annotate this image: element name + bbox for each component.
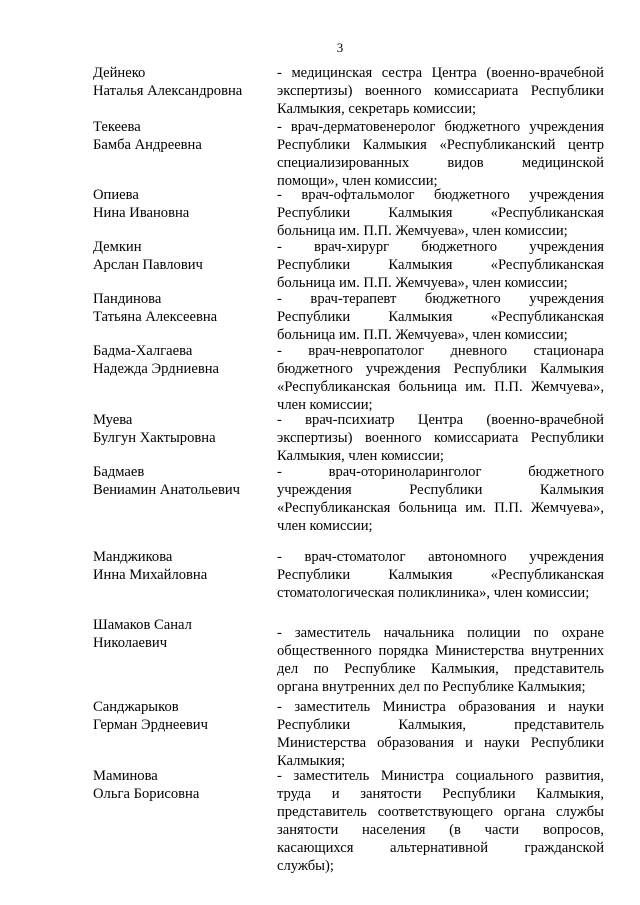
member-role-description: [277, 767, 604, 875]
role-description-line: больница им. П.П. Жемчуева», член комиссии;: [277, 327, 568, 343]
role-description-line: экспертизы) военного комиссариата Республики: [277, 83, 604, 99]
member-name: [93, 411, 273, 447]
role-description-line: бюджетного учреждения Республики Калмыкия: [277, 361, 604, 377]
role-description-line: - врач-хирург бюджетного учреждения: [277, 239, 604, 255]
member-role-description: [277, 118, 604, 190]
role-description-line: член комиссии;: [277, 518, 373, 534]
role-description-line: - медицинская сестра Центра (военно-врачебной: [277, 65, 604, 81]
member-role-description: [277, 411, 604, 465]
page-number: 3: [336, 40, 344, 55]
member-name: [93, 767, 273, 803]
role-description-line: Калмыкия, член комиссии;: [277, 448, 444, 464]
role-description-line: - заместитель Министра социального развития,: [277, 768, 604, 784]
member-name-line: Пандинова: [93, 291, 162, 307]
member-name-line: Герман Эрднеевич: [93, 717, 208, 733]
role-description-line: Республики Калмыкия «Республиканская: [277, 257, 604, 273]
role-description-line: занятости населения (в части вопросов,: [277, 822, 604, 838]
member-name-line: Дейнеко: [93, 65, 146, 81]
member-role-description: [277, 698, 604, 770]
member-name-line: Татьяна Алексеевна: [93, 309, 218, 325]
member-role-description: [277, 624, 604, 696]
member-name: [93, 342, 273, 378]
member-role-description: [277, 238, 604, 292]
role-description-line: - заместитель Министра образования и науки: [277, 699, 604, 715]
member-name-line: Ольга Борисовна: [93, 786, 200, 802]
member-name: [93, 238, 273, 274]
role-description-line: помощи», член комиссии;: [277, 173, 438, 189]
member-name-line: Булгун Хактыровна: [93, 430, 216, 446]
role-description-line: Республики Калмыкия «Республиканская: [277, 567, 604, 583]
role-description-line: стоматологическая поликлиника», член комиссии;: [277, 585, 590, 601]
member-name-line: Бадма-Халгаева: [93, 343, 193, 359]
role-description-line: службы);: [277, 858, 334, 874]
role-description-line: - врач-невропатолог дневного стационара: [277, 343, 604, 359]
member-name-line: Бамба Андреевна: [93, 137, 202, 153]
role-description-line: Республики Калмыкия «Республиканская: [277, 309, 604, 325]
role-description-line: Республики Калмыкия «Республиканская: [277, 205, 604, 221]
role-description-line: представитель соответствующего органа службы: [277, 804, 604, 820]
role-description-line: специализированных видов медицинской: [277, 155, 604, 171]
role-description-line: общественного порядка Министерства внутренних: [277, 643, 604, 659]
role-description-line: - врач-офтальмолог бюджетного учреждения: [277, 187, 604, 203]
role-description-line: - врач-стоматолог автономного учреждения: [277, 549, 604, 565]
role-description-line: больница им. П.П. Жемчуева», член комиссии;: [277, 275, 568, 291]
member-name-line: Опиева: [93, 187, 139, 203]
role-description-line: органа внутренних дел по Республике Калмыкия;: [277, 679, 586, 695]
role-description-line: Министерства образования и науки Республики: [277, 735, 604, 751]
member-name: [93, 698, 273, 734]
role-description-line: учреждения Республики Калмыкия: [277, 482, 604, 498]
member-name-line: Инна Михайловна: [93, 567, 208, 583]
role-description-line: касающихся альтернативной гражданской: [277, 840, 604, 856]
member-name-line: Бадмаев: [93, 464, 145, 480]
role-description-line: - врач-терапевт бюджетного учреждения: [277, 291, 604, 307]
role-description-line: «Республиканская больница им. П.П. Жемчуева»,: [277, 500, 604, 516]
member-name: [93, 463, 273, 499]
role-description-line: труда и занятости Республики Калмыкия,: [277, 786, 604, 802]
member-role-description: [277, 64, 604, 118]
member-name: [93, 186, 273, 222]
member-name-line: Маминова: [93, 768, 158, 784]
member-name-line: Наталья Александровна: [93, 83, 243, 99]
member-role-description: [277, 463, 604, 535]
member-name-line: Арслан Павлович: [93, 257, 203, 273]
member-name: [93, 64, 273, 100]
member-name-line: Манджикова: [93, 549, 173, 565]
role-description-line: Калмыкия;: [277, 753, 346, 769]
member-name-line: Санджарыков: [93, 699, 179, 715]
role-description-line: Калмыкия, секретарь комиссии;: [277, 101, 477, 117]
member-name: [93, 290, 273, 326]
role-description-line: - заместитель начальника полиции по охране: [277, 625, 604, 641]
member-name-line: Вениамин Анатольевич: [93, 482, 241, 498]
role-description-line: член комиссии;: [277, 397, 373, 413]
role-description-line: Республики Калмыкия, представитель: [277, 717, 604, 733]
role-description-line: Республики Калмыкия «Республиканский центр: [277, 137, 604, 153]
role-description-line: - врач-дерматовенеролог бюджетного учреждения: [277, 119, 604, 135]
member-name-line: Муева: [93, 412, 133, 428]
role-description-line: экспертизы) военного комиссариата Республики: [277, 430, 604, 446]
role-description-line: «Республиканская больница им. П.П. Жемчуева»,: [277, 379, 604, 395]
member-role-description: [277, 342, 604, 414]
role-description-line: - врач-оториноларинголог бюджетного: [277, 464, 604, 480]
member-name-line: Шамаков Санал: [93, 617, 192, 633]
member-name-line: Текеева: [93, 119, 141, 135]
member-name: [93, 548, 273, 584]
member-name: [93, 118, 273, 154]
member-name-line: Демкин: [93, 239, 142, 255]
member-name: [93, 616, 273, 652]
member-name-line: Надежда Эрдниевна: [93, 361, 219, 377]
member-name-line: Николаевич: [93, 635, 168, 651]
member-role-description: [277, 186, 604, 240]
member-name-line: Нина Ивановна: [93, 205, 190, 221]
member-role-description: [277, 548, 604, 602]
role-description-line: - врач-психиатр Центра (военно-врачебной: [277, 412, 604, 428]
role-description-line: дел по Республике Калмыкия, представитель: [277, 661, 604, 677]
member-role-description: [277, 290, 604, 344]
role-description-line: больница им. П.П. Жемчуева», член комиссии;: [277, 223, 568, 239]
